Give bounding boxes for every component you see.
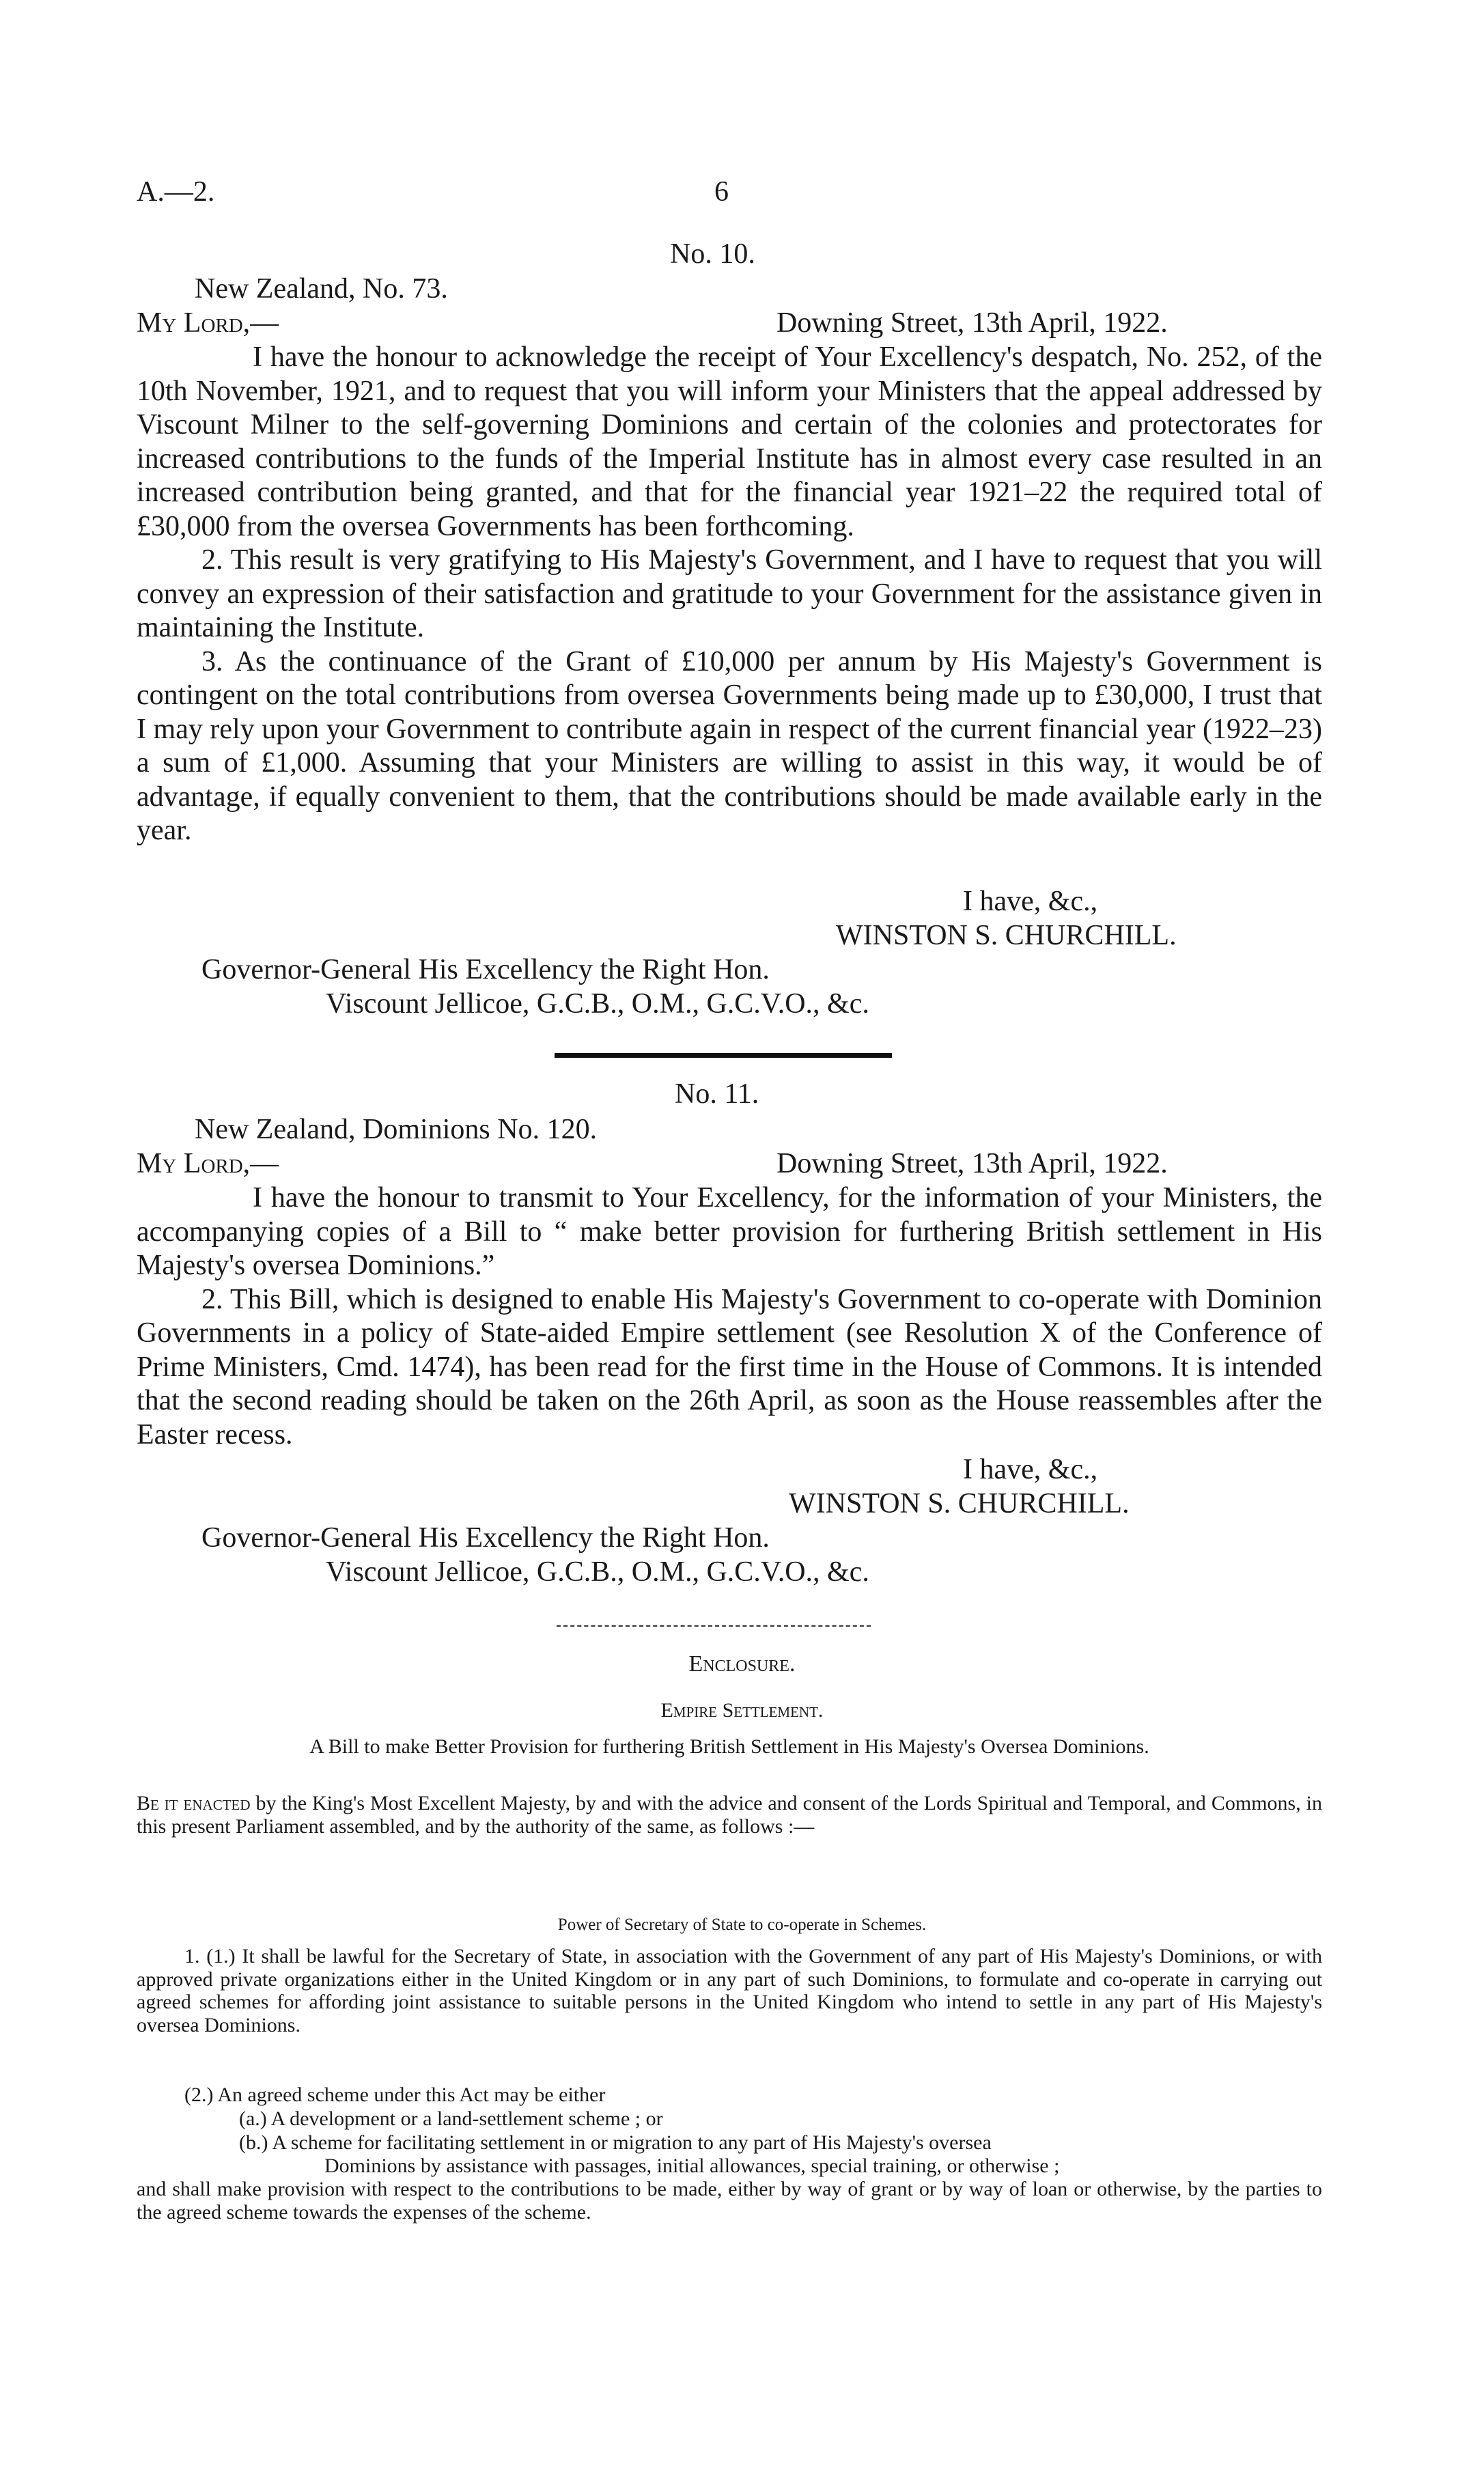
closing: I have, &c., xyxy=(963,1454,1098,1485)
closing: I have, &c., xyxy=(963,886,1098,917)
enclosure-subheading: Empire Settlement. xyxy=(660,1699,824,1722)
letter-number: No. 10. xyxy=(670,238,755,270)
salutation: My Lord,— xyxy=(137,1148,279,1179)
paragraph: 2. This Bill, which is designed to enable His Majesty's Government to co-operate with Dominion Governments in a policy of State-aided Empire settlement (see Resolution X of the Conference of Prime Ministers, Cmd. 1474), has been read for the first time in the House of Commons. It is intended that the second reading should be taken on the 26th April, as soon as the House reassembles after the Easter recess. xyxy=(137,1283,1322,1450)
letter-body xyxy=(137,341,1322,848)
signature: WINSTON S. CHURCHILL. xyxy=(789,1488,1130,1519)
addressee: Governor-General His Excellency the Right Hon. xyxy=(201,1522,770,1554)
subsection-2a: (a.) A development or a land-settlement scheme ; or xyxy=(239,2107,663,2130)
addressee: Viscount Jellicoe, G.C.B., O.M., G.C.V.O., &c. xyxy=(326,988,869,1020)
enacting-clause xyxy=(137,1792,1322,1838)
page-number: 6 xyxy=(714,176,729,208)
letter-body xyxy=(137,1181,1322,1452)
section-divider xyxy=(555,1053,892,1058)
addressee: Viscount Jellicoe, G.C.B., O.M., G.C.V.O., &c. xyxy=(326,1556,869,1588)
enacting-lead: Be it enacted xyxy=(137,1792,251,1814)
signature: WINSTON S. CHURCHILL. xyxy=(836,920,1177,951)
enclosure-heading: Enclosure. xyxy=(688,1651,796,1677)
paragraph: 2. This result is very gratifying to His Majesty's Government, and I have to request that you will convey an expression of their satisfaction and gratitude to your Government for the assistance given in maintaining the Institute. xyxy=(137,544,1322,643)
series-code: A.—2. xyxy=(137,176,215,208)
paragraph: I have the honour to acknowledge the receipt of Your Excellency's despatch, No. 252, of the 10th November, 1921, and to request that you will inform your Ministers that the appeal addressed by Viscount Milner to the self-governing Dominions and certain of the colonies and protectorates for increased contributions to the funds of the Imperial Institute has in almost every case resulted in an increased contribution being granted, and that for the financial year 1921–22 the required total of £30,000 from the oversea Governments has been forthcoming. xyxy=(137,341,1322,542)
paragraph: 3. As the continuance of the Grant of £10,000 per annum by His Majesty's Government is contingent on the total contributions from oversea Governments being made up to £30,000, I trust that I may rely upon your Government to contribute again in respect of the current financial year (1922–23) a sum of £1,000. Assuming that your Ministers are willing to assist in this way, it would be of advantage, if equally convenient to them, that the contributions should be made available early in the year. xyxy=(137,645,1322,846)
letter-reference: New Zealand, Dominions No. 120. xyxy=(195,1114,598,1145)
subsection-2-tail: and shall make provision with respect to the contributions to be made, either by way of grant or by way of loan or otherwise, by the parties to the agreed scheme towards the expenses of the scheme. xyxy=(137,2178,1322,2224)
addressee: Governor-General His Excellency the Right Hon. xyxy=(201,954,770,985)
section-divider xyxy=(557,1625,871,1627)
salutation: My Lord,— xyxy=(137,307,279,339)
section-1: 1. (1.) It shall be lawful for the Secretary of State, in association with the Government of any part of His Majesty's Dominions, or with approved private organizations either in the United Kingdom or in any part of such Dominions, to formulate and co-operate in carrying out agreed schemes for affording joint assistance to suitable persons in the United Kingdom who intend to settle in any part of His Majesty's oversea Dominions. xyxy=(137,1945,1322,2036)
letter-reference: New Zealand, No. 73. xyxy=(195,273,448,305)
bill-title: A Bill to make Better Provision for furthering British Settlement in His Majesty's Oversea Dominions. xyxy=(309,1735,1149,1758)
section-heading: Power of Secretary of State to co-operate in Schemes. xyxy=(557,1916,927,1934)
place-date: Downing Street, 13th April, 1922. xyxy=(776,307,1168,339)
letter-number: No. 11. xyxy=(675,1078,759,1110)
subsection-2b: (b.) A scheme for facilitating settlement in or migration to any part of His Majesty's oversea xyxy=(239,2131,992,2154)
place-date: Downing Street, 13th April, 1922. xyxy=(776,1148,1168,1179)
subsection-2: (2.) An agreed scheme under this Act may be either xyxy=(184,2084,606,2106)
enacting-text: by the King's Most Excellent Majesty, by and with the advice and consent of the Lords Spiritual and Temporal, and Commons, in this present Parliament assembled, and by the authority of the same, as follows :— xyxy=(137,1792,1322,1838)
paragraph: I have the honour to transmit to Your Excellency, for the information of your Ministers, the accompanying copies of a Bill to “ make better provision for furthering British settlement in His Majesty's oversea Dominions.” xyxy=(137,1182,1322,1281)
subsection-2b-cont: Dominions by assistance with passages, initial allowances, special training, or otherwise ; xyxy=(324,2155,1060,2177)
